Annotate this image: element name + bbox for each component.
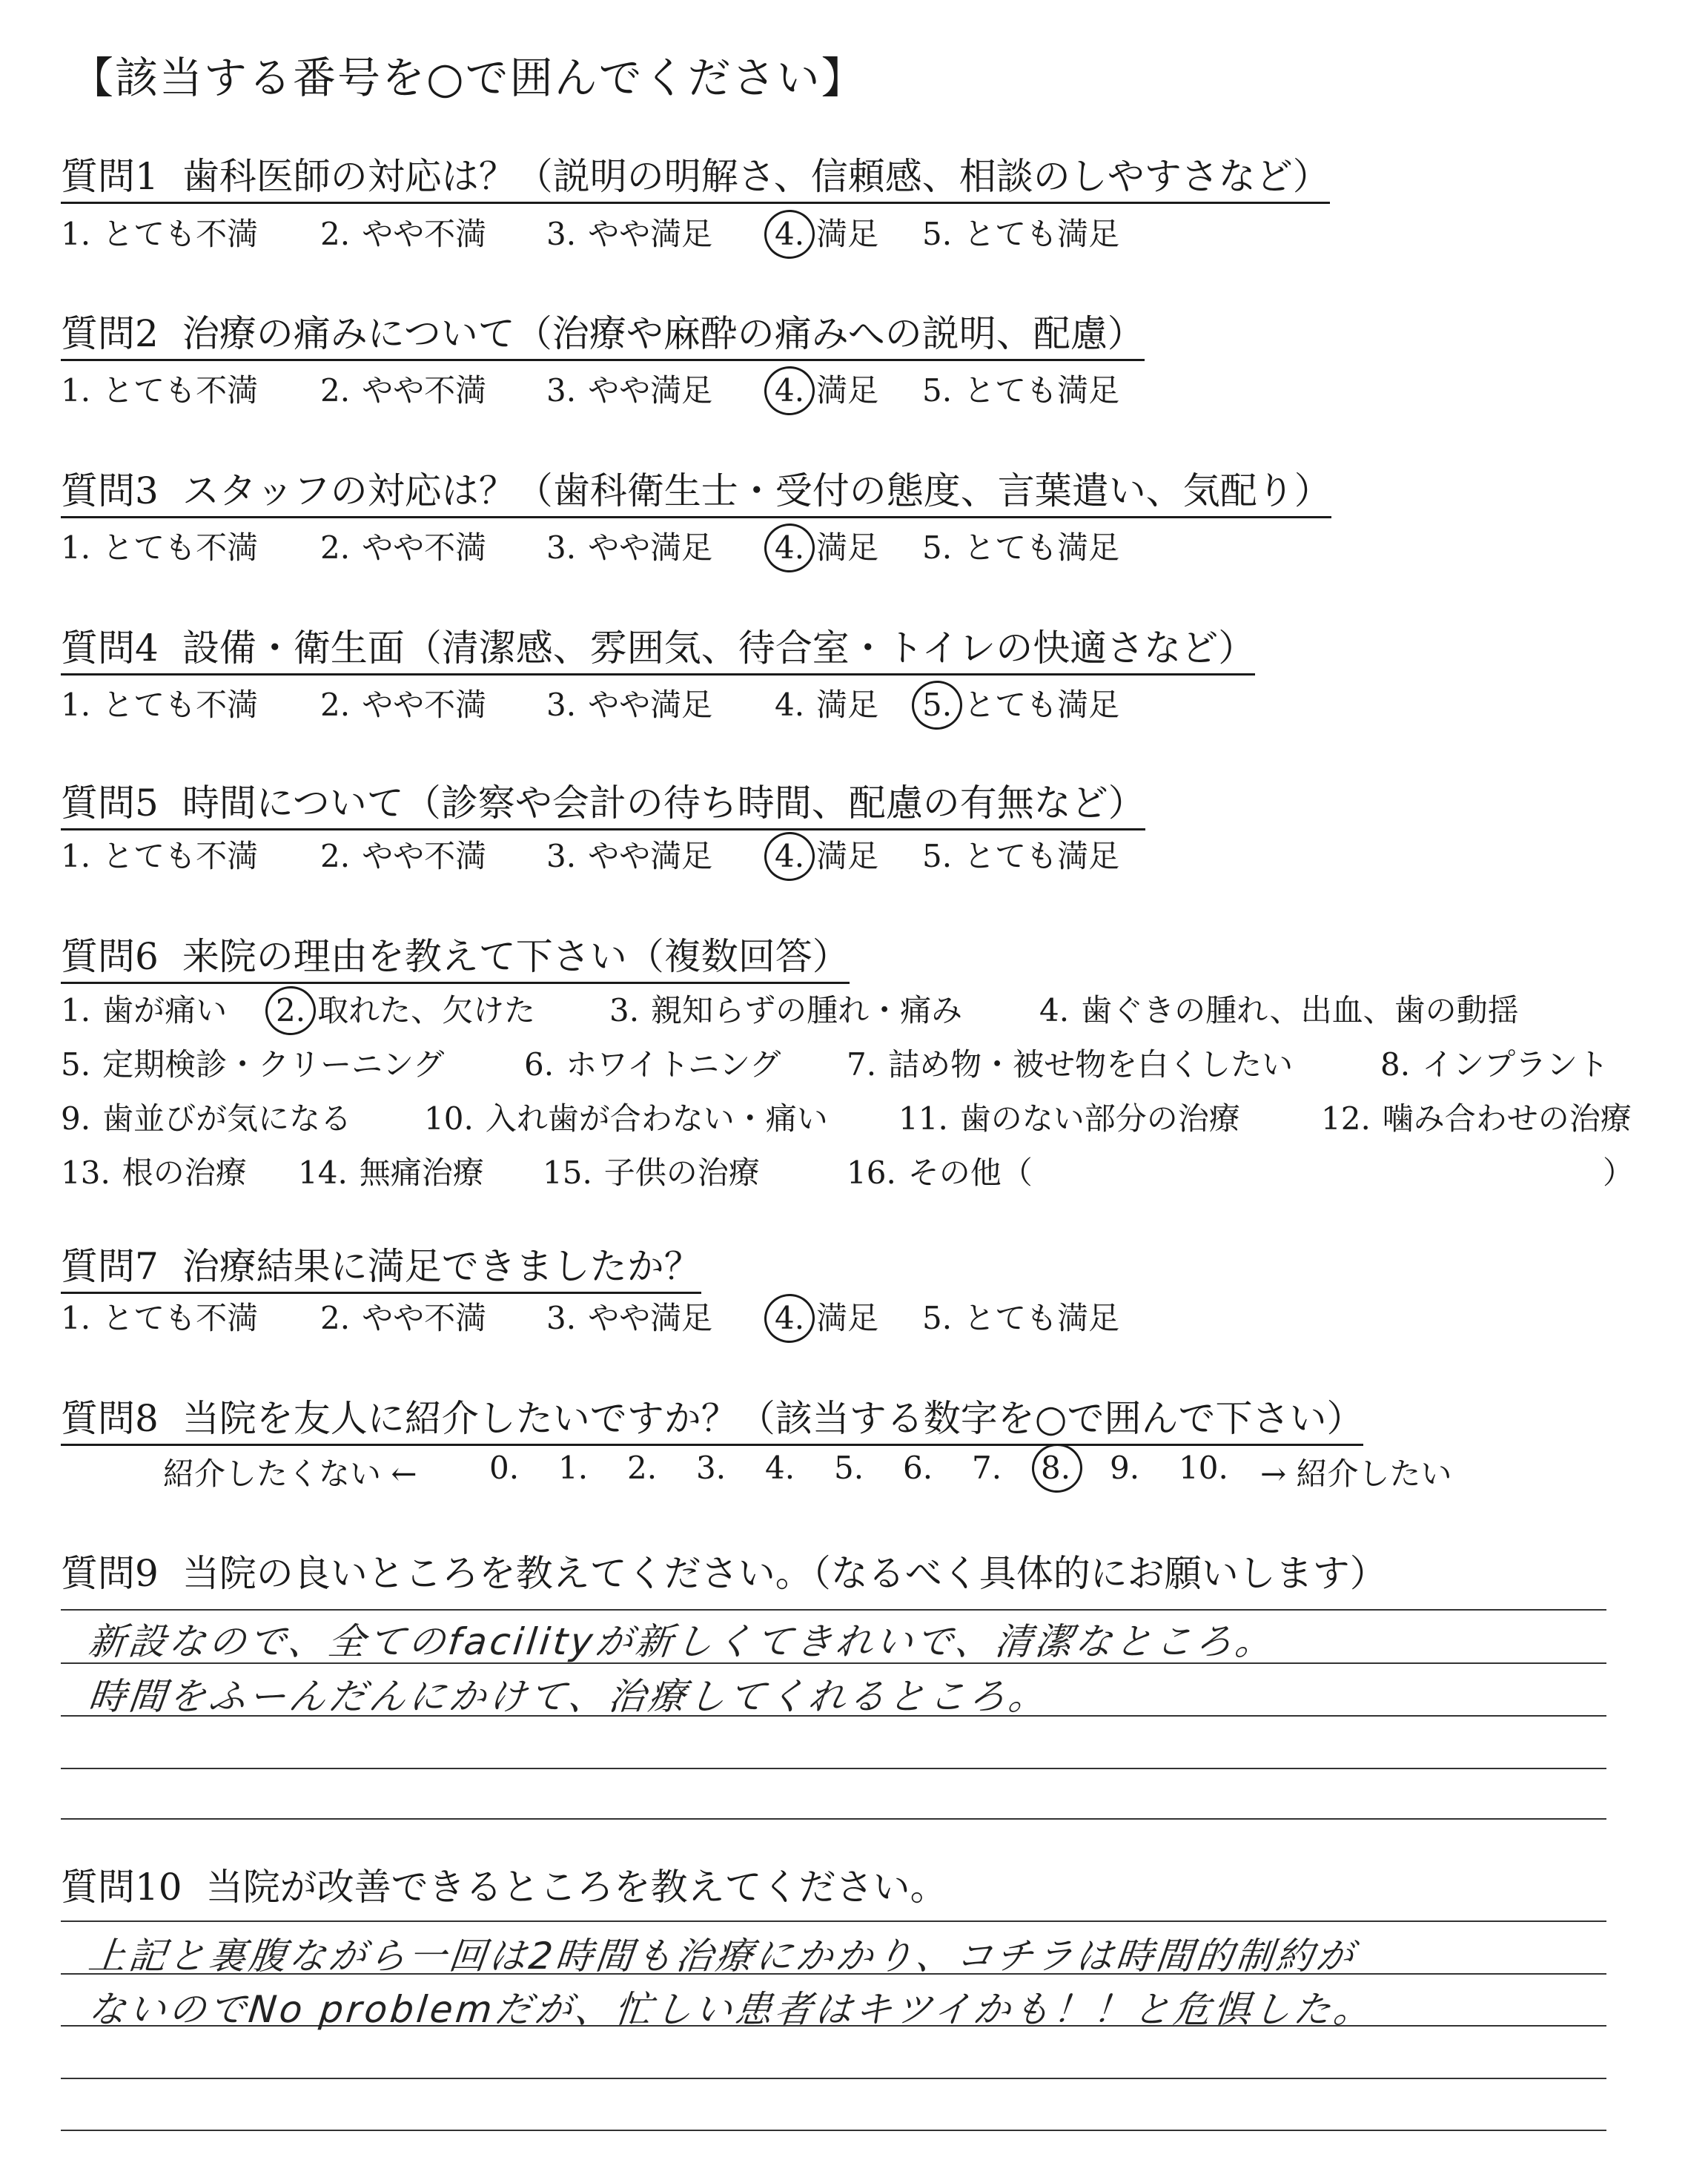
- question-6-options: [61, 986, 1647, 1209]
- scale-option[interactable]: [775, 1294, 878, 1338]
- option-number: 8.: [1380, 1046, 1411, 1083]
- reason-option[interactable]: [61, 1094, 351, 1139]
- q10-answer-line-1: 上記と裏腹ながら一回は2時間も治療にかかり、コチラは時間的制約が: [86, 1935, 1359, 1978]
- option-number: 5.: [922, 838, 953, 874]
- option-label: 満足: [816, 1300, 879, 1336]
- score-option[interactable]: 8.: [1041, 1450, 1071, 1486]
- option-number: 15.: [543, 1155, 592, 1191]
- scale-option[interactable]: [922, 210, 1119, 254]
- option-label: とても満足: [964, 1300, 1120, 1336]
- option-number: 4.: [1039, 992, 1070, 1028]
- option-number: 4.: [775, 529, 805, 566]
- option-number: 3.: [546, 838, 577, 874]
- question-3-number: 質問3: [61, 469, 159, 512]
- option-number: 5.: [922, 529, 953, 566]
- scale-option[interactable]: [922, 524, 1119, 568]
- option-number: 9.: [61, 1100, 91, 1137]
- option-label: やや不満: [362, 372, 487, 409]
- question-4-text: 設備・衛生面（清潔感、雰囲気、待合室・トイレの快適さなど）: [182, 627, 1256, 670]
- question-5-number: 質問5: [61, 782, 159, 825]
- option-label: 入れ歯が合わない・痛い: [485, 1100, 828, 1137]
- option-label: 詰め物・被せ物を白くしたい: [888, 1046, 1294, 1083]
- scale-option[interactable]: [61, 1294, 258, 1338]
- option-number: 1.: [61, 216, 91, 252]
- option-label: やや満足: [588, 529, 713, 566]
- reason-option[interactable]: [609, 986, 962, 1031]
- scale-option[interactable]: [320, 832, 486, 876]
- option-number: 6.: [524, 1046, 555, 1083]
- option-number: 5.: [922, 372, 953, 409]
- reason-option[interactable]: [424, 1094, 828, 1139]
- option-number: 3.: [546, 687, 577, 723]
- option-number: 5.: [61, 1046, 91, 1083]
- reason-option[interactable]: [61, 1040, 444, 1085]
- option-number: 2.: [320, 1300, 351, 1336]
- question-6-text: 来院の理由を教えて下さい（複数回答）: [182, 935, 850, 978]
- option-label: やや満足: [588, 372, 713, 409]
- option-label: 歯が痛い: [102, 992, 228, 1028]
- scale-option[interactable]: [922, 366, 1119, 411]
- scale-option[interactable]: [61, 681, 258, 725]
- option-label: やや不満: [362, 216, 487, 252]
- question-4: [61, 618, 1255, 676]
- option-number: 12.: [1321, 1100, 1371, 1137]
- option-label: とても満足: [964, 687, 1120, 723]
- option-label: 歯並びが気になる: [102, 1100, 352, 1137]
- question-8-text: 当院を友人に紹介したいですか？（該当する数字を○で囲んで下さい）: [182, 1397, 1364, 1440]
- reason-option[interactable]: [298, 1149, 484, 1193]
- option-label: 歯のない部分の治療: [959, 1100, 1240, 1137]
- scale-option[interactable]: [320, 210, 486, 254]
- reason-option[interactable]: [1321, 1094, 1632, 1139]
- survey-title: 【該当する番号を○で囲んでください】: [70, 53, 866, 103]
- score-option[interactable]: 1.: [558, 1450, 589, 1486]
- option-label: 無痛治療: [359, 1155, 484, 1191]
- reason-option[interactable]: [847, 1040, 1293, 1085]
- option-label: 取れた、欠けた: [317, 992, 536, 1028]
- option-number: 3.: [546, 372, 577, 409]
- scale-left-label: 紹介したくない ←: [163, 1456, 417, 1492]
- scale-option[interactable]: [546, 681, 712, 725]
- scale-option[interactable]: [320, 681, 486, 725]
- option-number: 3.: [609, 992, 640, 1028]
- option-number: 16.: [847, 1155, 896, 1191]
- option-label: とても不満: [102, 372, 259, 409]
- scale-option[interactable]: [922, 1294, 1119, 1338]
- option-number: 1.: [61, 992, 91, 1028]
- answer-rule: [61, 2130, 1606, 2131]
- reason-option[interactable]: [524, 1040, 781, 1085]
- option-number: 11.: [898, 1100, 948, 1137]
- option-number: 3.: [546, 1300, 577, 1336]
- scale-option[interactable]: [546, 524, 712, 568]
- score-option[interactable]: 9.: [1110, 1450, 1140, 1486]
- option-label: 満足: [816, 687, 879, 723]
- reason-option[interactable]: [847, 1149, 1033, 1193]
- option-number: 1.: [61, 838, 91, 874]
- reason-option[interactable]: [1603, 1149, 1634, 1193]
- question-7: [61, 1237, 701, 1294]
- option-label: 満足: [816, 216, 879, 252]
- option-label: とても不満: [102, 529, 259, 566]
- scale-option[interactable]: [546, 210, 712, 254]
- scale-right-label: → 紹介したい: [1260, 1456, 1452, 1492]
- question-1-number: 質問1: [61, 155, 159, 198]
- question-10: [61, 1857, 947, 1912]
- question-4-number: 質問4: [61, 627, 159, 670]
- option-number: 14.: [298, 1155, 348, 1191]
- option-label: やや不満: [362, 838, 487, 874]
- option-number: 2.: [320, 838, 351, 874]
- option-label: やや満足: [588, 1300, 713, 1336]
- score-option[interactable]: 4.: [765, 1450, 795, 1486]
- question-7-number: 質問7: [61, 1245, 159, 1288]
- option-number: 3.: [546, 216, 577, 252]
- scale-option[interactable]: [546, 366, 712, 411]
- option-number: 2.: [276, 992, 306, 1028]
- option-label: やや満足: [588, 687, 713, 723]
- scale-option[interactable]: [775, 681, 878, 725]
- option-number: 5.: [922, 687, 953, 723]
- reason-option[interactable]: [276, 986, 535, 1031]
- option-label: とても満足: [964, 529, 1120, 566]
- question-5: [61, 773, 1145, 830]
- scale-option[interactable]: [775, 832, 878, 876]
- score-option[interactable]: 2.: [627, 1450, 658, 1486]
- option-label: 満足: [816, 838, 879, 874]
- question-10-number: 質問10: [61, 1866, 182, 1909]
- question-10-text: 当院が改善できるところを教えてください。: [205, 1866, 947, 1909]
- option-number: 2.: [320, 687, 351, 723]
- question-2: [61, 304, 1145, 361]
- scale-option[interactable]: [546, 832, 712, 876]
- scale-option[interactable]: [61, 210, 258, 254]
- scale-option[interactable]: [61, 524, 258, 568]
- score-option[interactable]: 10.: [1179, 1450, 1228, 1486]
- scale-option[interactable]: [546, 1294, 712, 1338]
- option-label: とても満足: [964, 216, 1120, 252]
- answer-rule: [61, 1818, 1606, 1820]
- score-option[interactable]: 6.: [903, 1450, 933, 1486]
- option-label: ホワイトニング: [566, 1046, 781, 1083]
- score-option[interactable]: 5.: [834, 1450, 864, 1486]
- score-option[interactable]: 3.: [696, 1450, 726, 1486]
- scale-option[interactable]: [922, 832, 1119, 876]
- option-label: やや不満: [362, 529, 487, 566]
- option-number: 4.: [775, 372, 805, 409]
- scale-option[interactable]: [320, 1294, 486, 1338]
- option-number: 5.: [922, 216, 953, 252]
- question-2-number: 質問2: [61, 312, 159, 355]
- option-label: やや不満: [362, 687, 487, 723]
- answer-rule: [61, 2078, 1606, 2079]
- option-label: とても不満: [102, 687, 259, 723]
- scale-option[interactable]: [320, 524, 486, 568]
- option-number: 2.: [320, 529, 351, 566]
- option-label: とても不満: [102, 838, 259, 874]
- reason-option[interactable]: [543, 1149, 760, 1193]
- option-number: 2.: [320, 216, 351, 252]
- option-number: 1.: [61, 687, 91, 723]
- question-3: [61, 461, 1331, 518]
- reason-option[interactable]: [61, 986, 227, 1031]
- option-label: 根の治療: [122, 1155, 247, 1191]
- option-label: 満足: [816, 372, 879, 409]
- option-label: 子供の治療: [603, 1155, 760, 1191]
- reason-option[interactable]: [1380, 1040, 1609, 1085]
- option-label: とても不満: [102, 216, 259, 252]
- option-label: 定期検診・クリーニング: [102, 1046, 445, 1083]
- score-option[interactable]: 7.: [972, 1450, 1002, 1486]
- answer-rule: [61, 1768, 1606, 1769]
- question-8-number: 質問8: [61, 1397, 159, 1440]
- option-number: 3.: [546, 529, 577, 566]
- scale-option[interactable]: [320, 366, 486, 411]
- question-9-number: 質問9: [61, 1552, 159, 1595]
- option-number: 1.: [61, 529, 91, 566]
- reason-option[interactable]: [898, 1094, 1240, 1139]
- question-2-text: 治療の痛みについて（治療や麻酔の痛みへの説明、配慮）: [182, 312, 1145, 355]
- score-option[interactable]: 0.: [489, 1450, 520, 1486]
- question-9-text: 当院の良いところを教えてください。（なるべく具体的にお願いします）: [182, 1552, 1387, 1595]
- option-number: 2.: [320, 372, 351, 409]
- option-number: 4.: [775, 216, 805, 252]
- option-label: やや満足: [588, 216, 713, 252]
- option-label: とても満足: [964, 838, 1120, 874]
- option-number: 1.: [61, 1300, 91, 1336]
- scale-option[interactable]: [775, 210, 878, 254]
- option-number: 4.: [775, 687, 805, 723]
- question-1-text: 歯科医師の対応は？（説明の明解さ、信頼感、相談のしやすさなど）: [182, 155, 1330, 198]
- answer-rule: [61, 1920, 1606, 1922]
- option-label: 親知らずの腫れ・痛み: [651, 992, 963, 1028]
- question-5-text: 時間について（診察や会計の待ち時間、配慮の有無など）: [182, 782, 1145, 825]
- reason-option[interactable]: [61, 1149, 247, 1193]
- scale-option[interactable]: [61, 832, 258, 876]
- option-number: 4.: [775, 1300, 805, 1336]
- question-1: [61, 147, 1330, 204]
- option-label: ）: [1603, 1155, 1635, 1191]
- option-label: 噛み合わせの治療: [1382, 1100, 1632, 1137]
- question-3-text: スタッフの対応は？（歯科衛生士・受付の態度、言葉遣い、気配り）: [182, 469, 1331, 512]
- question-6-number: 質問6: [61, 935, 159, 978]
- option-number: 5.: [922, 1300, 953, 1336]
- option-label: やや満足: [588, 838, 713, 874]
- q9-answer-line-1: 新設なので、全てのfacilityが新しくてきれいで、清潔なところ。: [86, 1620, 1278, 1663]
- question-9: [61, 1544, 1387, 1599]
- option-label: とても不満: [102, 1300, 259, 1336]
- option-number: 7.: [847, 1046, 877, 1083]
- question-6: [61, 927, 850, 984]
- option-label: やや不満: [362, 1300, 487, 1336]
- question-8: [61, 1389, 1363, 1446]
- q10-answer-line-2: ないのでNo problemだが、忙しい患者はキツイかも！！と危惧した。: [86, 1988, 1377, 2031]
- option-label: インプラント: [1422, 1046, 1609, 1083]
- question-8-scale: [0, 1450, 1708, 1494]
- q9-answer-line-2: 時間をふーんだんにかけて、治療してくれるところ。: [86, 1675, 1051, 1718]
- reason-option[interactable]: [1039, 986, 1519, 1031]
- scale-option[interactable]: [61, 366, 258, 411]
- option-label: 歯ぐきの腫れ、出血、歯の動揺: [1081, 992, 1519, 1028]
- option-label: その他（: [907, 1155, 1033, 1191]
- option-label: とても満足: [964, 372, 1120, 409]
- option-number: 1.: [61, 372, 91, 409]
- option-label: 満足: [816, 529, 879, 566]
- scale-option[interactable]: [922, 681, 1119, 725]
- option-number: 13.: [61, 1155, 110, 1191]
- option-number: 4.: [775, 838, 805, 874]
- scale-option[interactable]: [775, 366, 878, 411]
- question-7-text: 治療結果に満足できましたか？: [182, 1245, 701, 1288]
- option-number: 10.: [424, 1100, 474, 1137]
- answer-rule: [61, 1609, 1606, 1611]
- scale-option[interactable]: [775, 524, 878, 568]
